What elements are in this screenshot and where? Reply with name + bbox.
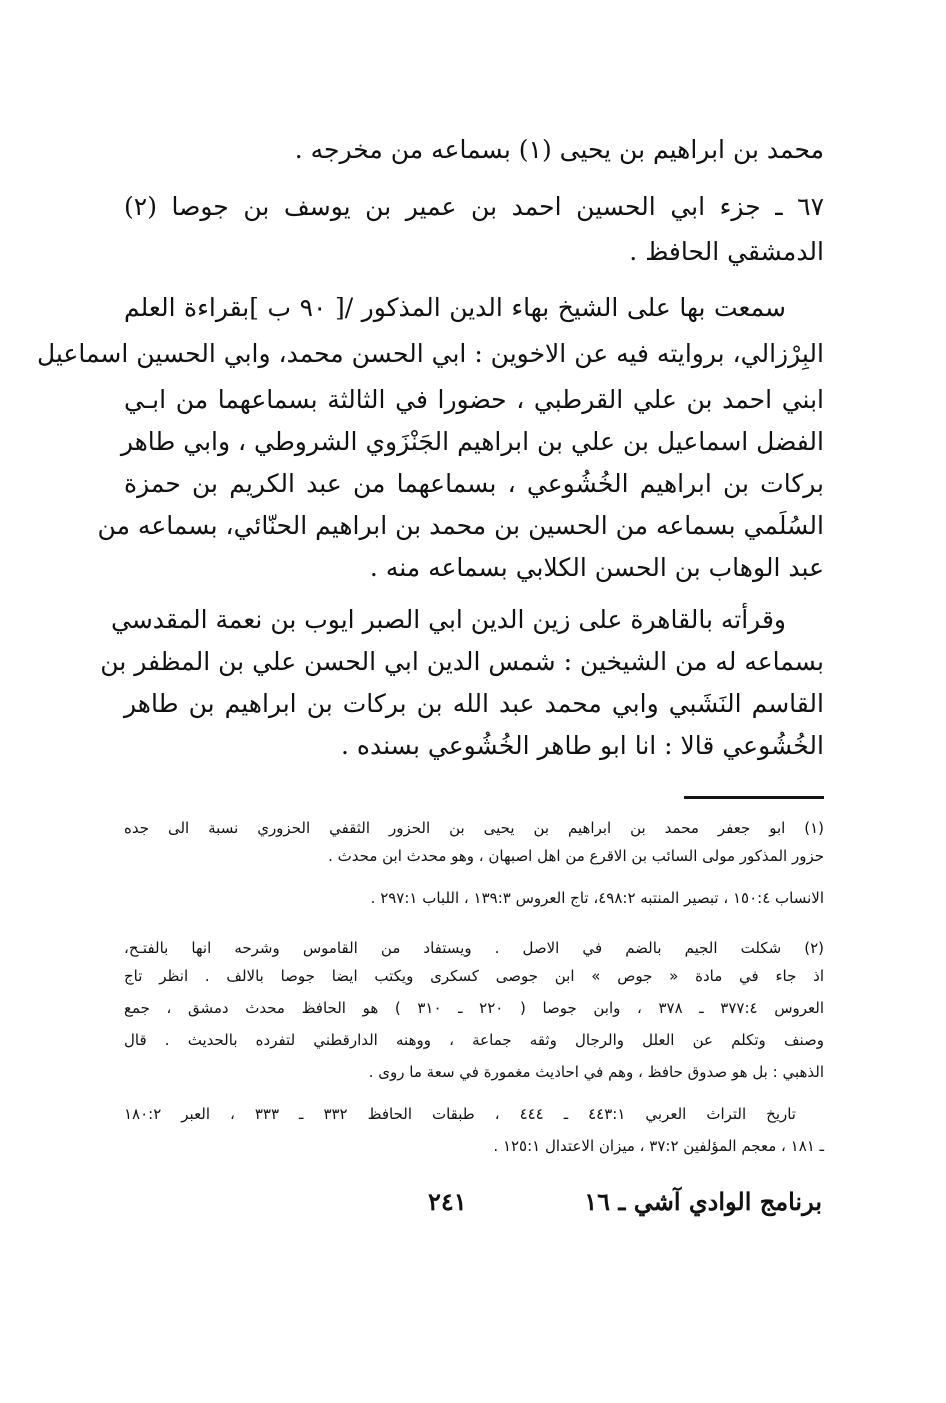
page-number: ٢٤١ (428, 1187, 467, 1216)
footnote-citation: تاريخ التراث العربي ٤٤٣:١ ـ ٤٤٤ ، طبقات الحافظ ٣٣٢ ـ ٣٣٣ ، العبر ١٨٠:٢ (124, 1105, 796, 1123)
body-line: البِرْزالي، بروايته فيه عن الاخوين : ابي الحسن محمد، وابي الحسين اسماعيل (36, 339, 824, 368)
footnote-line: حزور المذكور مولى السائب بن الاقرع من اهل اصبهان ، وهو محدث ابن محدث . (328, 847, 824, 865)
footnote-citation: ـ ١٨١ ، معجم المؤلفين ٣٧:٢ ، ميزان الاعتدال ١٢٥:١ . (493, 1137, 824, 1155)
body-line: القاسم النَشَبي وابي محمد عبد الله بن بركات بن ابراهيم بن طاهر (124, 689, 824, 718)
footnote-line: العروس ٣٧٧:٤ ـ ٣٧٨ ، وابن جوصا ( ٢٢٠ ـ ٣١٠ ) هو الحافظ محدث دمشق ، جمع (124, 999, 825, 1017)
body-line: وقرأته بالقاهرة على زين الدين ابي الصبر ايوب بن نعمة المقدسي (111, 605, 786, 634)
footnote-separator (684, 796, 824, 799)
footnote-citation: الانساب ١٥٠:٤ ، تبصير المنتبه ٤٩٨:٢، تاج العروس ١٣٩:٣ ، اللباب ٢٩٧:١ . (370, 889, 824, 907)
footnote-line: (١) ابو جعفر محمد بن ابراهيم بن يحيى بن الحزور الثقفي الحزوري نسبة الى جده (124, 819, 824, 837)
body-line: السُلَمي بسماعه من الحسين بن محمد بن ابراهيم الحنّائي، بسماعه من (97, 511, 824, 540)
body-line: محمد بن ابراهيم بن يحيى (١) بسماعه من مخرجه . (294, 135, 824, 164)
body-line: سمعت بها على الشيخ بهاء الدين المذكور /[ ٩٠ ب ]بقراءة العلم (124, 293, 786, 322)
body-line: بسماعه له من الشيخين : شمس الدين ابي الحسن علي بن المظفر بن (100, 647, 824, 676)
entry-heading: ٦٧ ـ جزء ابي الحسين احمد بن عمير بن يوسف بن جوصا (٢) (124, 192, 824, 221)
body-line: الخُشُوعي قالا : انا ابو طاهر الخُشُوعي بسنده . (341, 731, 824, 760)
body-line: عبد الوهاب بن الحسن الكلابي بسماعه منه . (369, 553, 824, 582)
body-line: ابني احمد بن علي القرطبي ، حضورا في الثالثة بسماعهما من ابـي (124, 385, 824, 414)
footnote-line: وصنف وتكلم عن العلل والرجال وثقه جماعة ، ووهنه الدارقطني لتفرده بالحديث . قال (124, 1031, 824, 1049)
footnote-line: اذ جاء في مادة « جوص » ابن جوصى كسكرى ويكتب ايضا جوصا بالالف . انظر تاج (124, 967, 824, 985)
running-footer-title: برنامج الوادي آشي ـ ١٦ (584, 1187, 822, 1216)
body-line: الفضل اسماعيل بن علي بن ابراهيم الجَنْزَوي الشروطي ، وابي طاهر (120, 427, 824, 456)
entry-heading-continuation: الدمشقي الحافظ . (629, 237, 824, 266)
footnote-line: (٢) شكلت الجيم بالضم في الاصل . ويستفاد من القاموس وشرحه انها بالفتـح، (124, 939, 824, 957)
body-line: بركات بن ابراهيم الخُشُوعي ، بسماعهما من عبد الكريم بن حمزة (124, 469, 824, 498)
footnote-line: الذهبي : بل هو صدوق حافظ ، وهم في احاديث مغمورة في سعة ما روى . (368, 1063, 824, 1081)
